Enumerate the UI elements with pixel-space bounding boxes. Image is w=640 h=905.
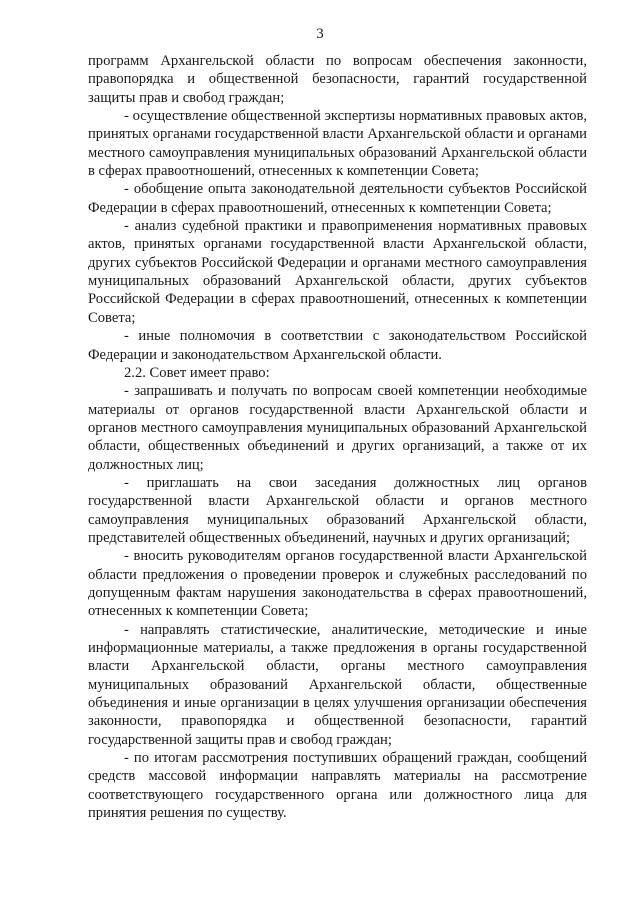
paragraph-public-expertise: - осуществление общественной экспертизы нормативных правовых актов, принятых органами государственной власти Архангельской области и органами местного самоуправления муниципальных образований Архангельской области в сферах правоотношений, отнесенных к компетенции Совета; [88, 108, 587, 180]
paragraph-citizen-appeals: - по итогам рассмотрения поступивших обращений граждан, сообщений средств массовой информации направлять материалы на рассмотрение соответствующего государственного органа или должностного лица для принятия решения по существу. [88, 750, 587, 822]
paragraph-continuation: программ Архангельской области по вопросам обеспечения законности, правопорядка и общественной безопасности, гарантий государственной защиты прав и свобод граждан; [88, 53, 587, 106]
paragraph-legislative-experience: - обобщение опыта законодательной деятельности субъектов Российской Федерации в сферах правоотношений, отнесенных к компетенции Совета; [88, 181, 587, 216]
paragraph-invite-officials: - приглашать на свои заседания должностных лиц органов государственной власти Архангельской области и органов местного самоуправления муниципальных образований Архангельской области, представителей общественных объединений, научных и других организаций; [88, 474, 587, 546]
page-number: 3 [316, 26, 324, 42]
paragraph-request-materials: - запрашивать и получать по вопросам своей компетенции необходимые материалы от органов государственной власти Архангельской области и органов местного самоуправления муниципальных образований Архангельской области, общественных объединений и других организаций, а также от их должностных лиц; [88, 383, 587, 473]
section-heading-rights: 2.2. Совет имеет право: [124, 364, 270, 381]
document-body [88, 52, 587, 822]
paragraph-propose-inspections: - вносить руководителям органов государственной власти Архангельской области предложения о проведении проверок и служебных расследований по допущенным фактам нарушения законодательства в сферах правоотношений, отнесенных к компетенции Совета; [88, 548, 587, 620]
paragraph-judicial-practice: - анализ судебной практики и правоприменения нормативных правовых актов, принятых органами государственной власти Архангельской области, других субъектов Российской Федерации и органами местного самоуправления муниципальных образований Архангельской области, других субъектов Российской Федерации в сферах правоотношений, отнесенных к компетенции Совета; [88, 218, 587, 326]
paragraph-other-powers: - иные полномочия в соответствии с законодательством Российской Федерации и законодательством Архангельской области. [88, 328, 587, 363]
paragraph-send-materials: - направлять статистические, аналитические, методические и иные информационные материалы, а также предложения в органы государственной власти Архангельской области, органы местного самоуправления муниципальных образований Архангельской области, общественные объединения и иные организации в целях улучшения организации обеспечения законности, правопорядка и общественной безопасности, гарантий государственной защиты прав и свобод граждан; [88, 621, 587, 748]
